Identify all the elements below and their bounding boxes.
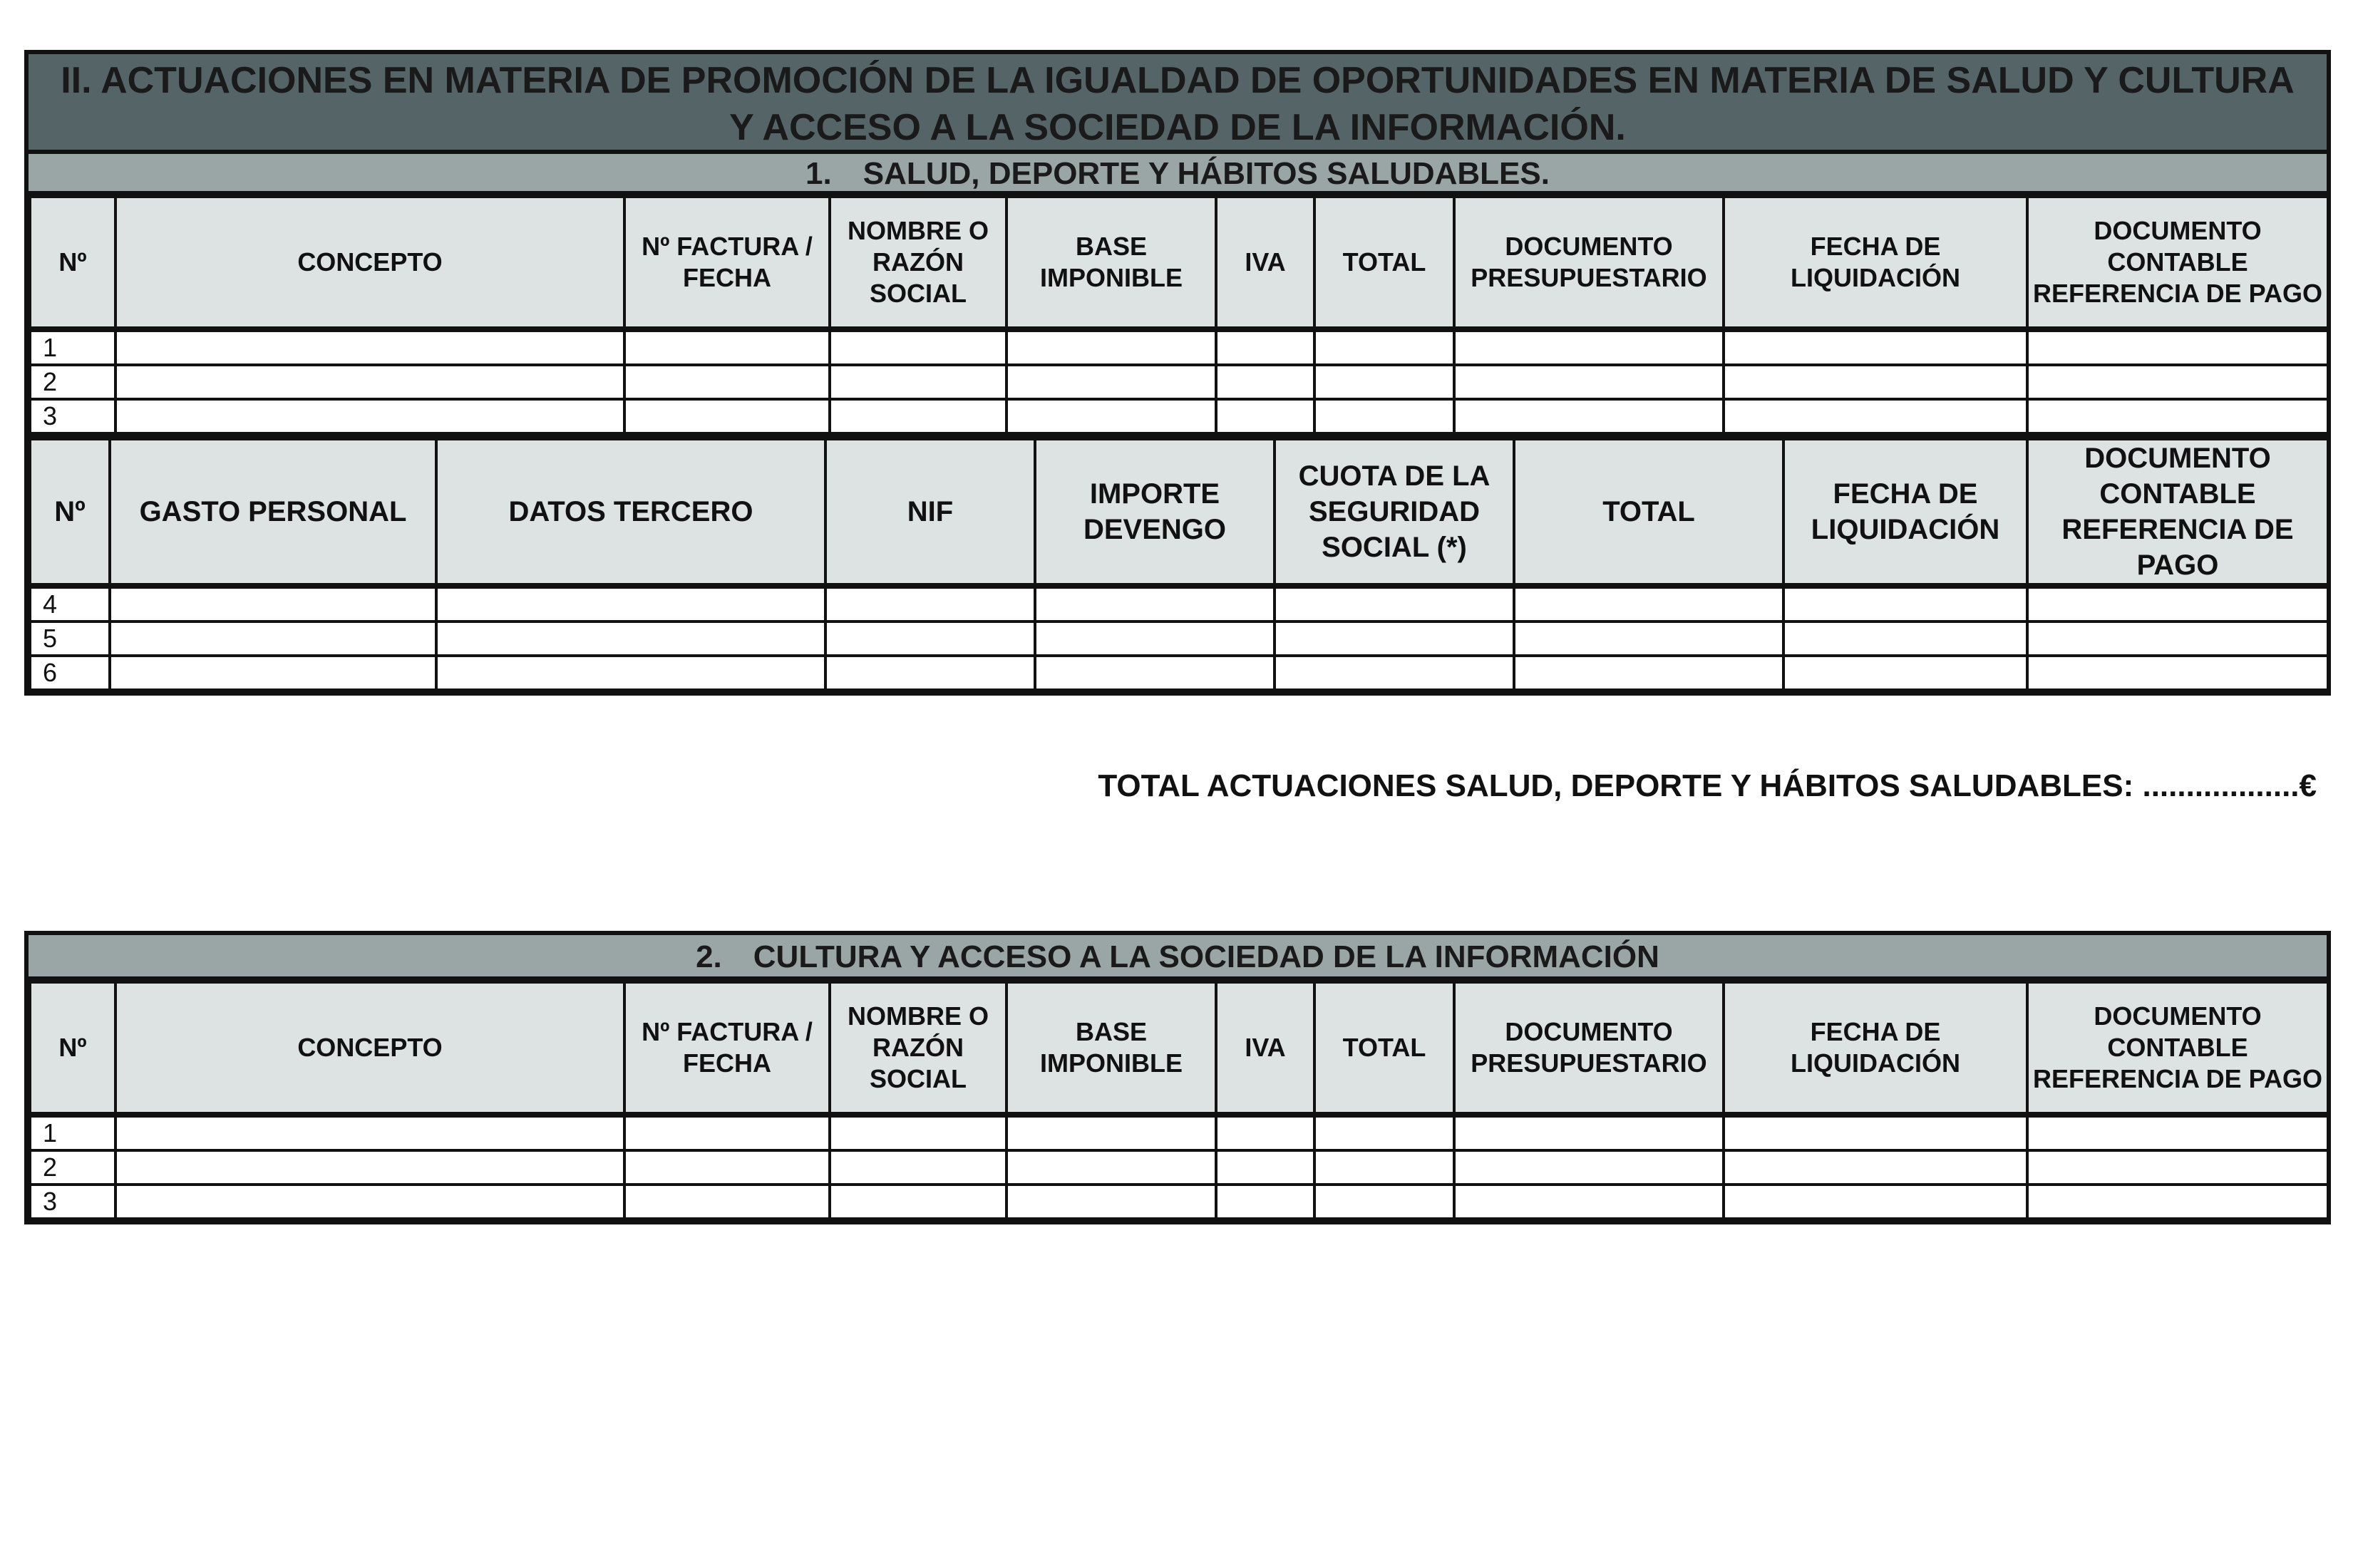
- cell-gasto[interactable]: [110, 586, 436, 621]
- table-row: [30, 329, 2328, 365]
- cell-cuota[interactable]: [1275, 621, 1514, 656]
- table-row: [30, 621, 2328, 656]
- header-doc-presupuestario: DOCUMENTO PRESUPUESTARIO: [1454, 197, 1724, 329]
- cell-total[interactable]: [1314, 1185, 1454, 1219]
- cell-factura[interactable]: [624, 1185, 830, 1219]
- cell-base[interactable]: [1006, 1115, 1216, 1150]
- cell-iva[interactable]: [1216, 1150, 1314, 1185]
- header-iva: IVA: [1216, 982, 1314, 1115]
- cell-fecha[interactable]: [1724, 1185, 2027, 1219]
- cell-total[interactable]: [1514, 586, 1783, 621]
- row-number: 5: [30, 621, 110, 656]
- header-gasto-personal: GASTO PERSONAL: [110, 438, 436, 586]
- header-cuota-seguridad-social: CUOTA DE LA SEGURIDAD SOCIAL (*): [1275, 438, 1514, 586]
- header-fecha-liquidacion: FECHA DE LIQUIDACIÓN: [1724, 982, 2027, 1115]
- table-row: [30, 365, 2328, 399]
- section-1-personnel-table: [29, 435, 2329, 691]
- row-number: 6: [30, 656, 110, 690]
- row-number: 4: [30, 586, 110, 621]
- cell-doc-contable[interactable]: [2027, 399, 2328, 433]
- table-row: [30, 1185, 2328, 1219]
- table-row: [30, 1150, 2328, 1185]
- cell-base[interactable]: [1006, 1185, 1216, 1219]
- header-base-imponible: BASE IMPONIBLE: [1006, 197, 1216, 329]
- cell-nif[interactable]: [825, 656, 1035, 690]
- section-2-number: 2.: [696, 939, 722, 974]
- section-1-total-line: TOTAL ACTUACIONES SALUD, DEPORTE Y HÁBITOS SALUDABLES: ..................€: [1098, 768, 2317, 803]
- header-fecha-liquidacion: FECHA DE LIQUIDACIÓN: [1783, 438, 2027, 586]
- cell-importe[interactable]: [1035, 621, 1275, 656]
- cell-doc-contable[interactable]: [2027, 1150, 2328, 1185]
- cell-doc-presupuestario[interactable]: [1454, 1185, 1724, 1219]
- cell-razon[interactable]: [830, 399, 1006, 433]
- cell-iva[interactable]: [1216, 399, 1314, 433]
- cell-tercero[interactable]: [436, 656, 825, 690]
- table-row: [30, 586, 2328, 621]
- header-doc-contable: DOCUMENTO CONTABLE REFERENCIA DE PAGO: [2027, 438, 2328, 586]
- cell-importe[interactable]: [1035, 586, 1275, 621]
- section-2-title-text: CULTURA Y ACCESO A LA SOCIEDAD DE LA INFORMACIÓN: [753, 939, 1659, 974]
- cell-razon[interactable]: [830, 329, 1006, 365]
- cell-nif[interactable]: [825, 621, 1035, 656]
- cell-iva[interactable]: [1216, 365, 1314, 399]
- header-doc-contable: DOCUMENTO CONTABLE REFERENCIA DE PAGO: [2027, 982, 2328, 1115]
- cell-total[interactable]: [1314, 1150, 1454, 1185]
- cell-factura[interactable]: [624, 329, 830, 365]
- cell-concepto[interactable]: [115, 399, 624, 433]
- cell-iva[interactable]: [1216, 1115, 1314, 1150]
- cell-total[interactable]: [1514, 656, 1783, 690]
- main-title: II. ACTUACIONES EN MATERIA DE PROMOCIÓN DE LA IGUALDAD DE OPORTUNIDADES EN MATERIA DE SALUD Y CULTURA Y ACCESO A LA SOCIEDAD DE LA INFORMACIÓN.: [29, 54, 2327, 154]
- cell-fecha[interactable]: [1724, 399, 2027, 433]
- section-1-invoices-table: [29, 195, 2329, 435]
- cell-cuota[interactable]: [1275, 656, 1514, 690]
- header-fecha-liquidacion: FECHA DE LIQUIDACIÓN: [1724, 197, 2027, 329]
- cell-base[interactable]: [1006, 399, 1216, 433]
- cell-gasto[interactable]: [110, 621, 436, 656]
- header-razon-social: NOMBRE O RAZÓN SOCIAL: [830, 197, 1006, 329]
- header-num: Nº: [30, 982, 115, 1115]
- row-number: 1: [30, 329, 115, 365]
- cell-doc-contable[interactable]: [2027, 586, 2328, 621]
- header-nif: NIF: [825, 438, 1035, 586]
- header-num: Nº: [30, 197, 115, 329]
- header-num: Nº: [30, 438, 110, 586]
- cell-total[interactable]: [1314, 365, 1454, 399]
- cell-factura[interactable]: [624, 1150, 830, 1185]
- cell-concepto[interactable]: [115, 1115, 624, 1150]
- cell-factura[interactable]: [624, 1115, 830, 1150]
- row-number: 3: [30, 1185, 115, 1219]
- table-row: [30, 399, 2328, 433]
- cell-razon[interactable]: [830, 1115, 1006, 1150]
- cell-base[interactable]: [1006, 329, 1216, 365]
- cell-doc-contable[interactable]: [2027, 329, 2328, 365]
- cell-base[interactable]: [1006, 365, 1216, 399]
- cell-tercero[interactable]: [436, 586, 825, 621]
- cell-doc-presupuestario[interactable]: [1454, 399, 1724, 433]
- section-2-invoices-table: [29, 981, 2329, 1220]
- cell-fecha[interactable]: [1783, 621, 2027, 656]
- cell-nif[interactable]: [825, 586, 1035, 621]
- cell-concepto[interactable]: [115, 1185, 624, 1219]
- table-row: [30, 656, 2328, 690]
- cell-iva[interactable]: [1216, 1185, 1314, 1219]
- cell-base[interactable]: [1006, 1150, 1216, 1185]
- cell-total[interactable]: [1314, 329, 1454, 365]
- row-number: 2: [30, 365, 115, 399]
- row-number: 2: [30, 1150, 115, 1185]
- header-total: TOTAL: [1314, 197, 1454, 329]
- cell-importe[interactable]: [1035, 656, 1275, 690]
- header-concepto: CONCEPTO: [115, 197, 624, 329]
- cell-razon[interactable]: [830, 1150, 1006, 1185]
- cell-doc-contable[interactable]: [2027, 1185, 2328, 1219]
- cell-doc-presupuestario[interactable]: [1454, 329, 1724, 365]
- cell-factura[interactable]: [624, 365, 830, 399]
- cell-razon[interactable]: [830, 365, 1006, 399]
- cell-total[interactable]: [1514, 621, 1783, 656]
- section-2-title: [29, 935, 2327, 981]
- cell-fecha[interactable]: [1783, 656, 2027, 690]
- table-row: [30, 1115, 2328, 1150]
- cell-doc-contable[interactable]: [2027, 656, 2328, 690]
- section-1-title: [29, 154, 2327, 195]
- header-total: TOTAL: [1314, 982, 1454, 1115]
- cell-fecha[interactable]: [1724, 1150, 2027, 1185]
- cell-razon[interactable]: [830, 1185, 1006, 1219]
- section-1-number: 1.: [805, 156, 832, 191]
- cell-cuota[interactable]: [1275, 586, 1514, 621]
- header-importe-devengo: IMPORTE DEVENGO: [1035, 438, 1275, 586]
- cell-concepto[interactable]: [115, 329, 624, 365]
- cell-doc-contable[interactable]: [2027, 621, 2328, 656]
- header-iva: IVA: [1216, 197, 1314, 329]
- cell-total[interactable]: [1314, 399, 1454, 433]
- cell-doc-presupuestario[interactable]: [1454, 1115, 1724, 1150]
- cell-fecha[interactable]: [1724, 365, 2027, 399]
- row-number: 3: [30, 399, 115, 433]
- section-2-block: [24, 931, 2331, 1224]
- cell-iva[interactable]: [1216, 329, 1314, 365]
- section-1-block: [24, 50, 2331, 696]
- header-factura-fecha: Nº FACTURA / FECHA: [624, 982, 830, 1115]
- cell-total[interactable]: [1314, 1115, 1454, 1150]
- cell-fecha[interactable]: [1724, 1115, 2027, 1150]
- header-base-imponible: BASE IMPONIBLE: [1006, 982, 1216, 1115]
- cell-doc-presupuestario[interactable]: [1454, 365, 1724, 399]
- header-razon-social: NOMBRE O RAZÓN SOCIAL: [830, 982, 1006, 1115]
- header-doc-contable: DOCUMENTO CONTABLE REFERENCIA DE PAGO: [2027, 197, 2328, 329]
- cell-doc-contable[interactable]: [2027, 365, 2328, 399]
- cell-concepto[interactable]: [115, 1150, 624, 1185]
- cell-factura[interactable]: [624, 399, 830, 433]
- header-datos-tercero: DATOS TERCERO: [436, 438, 825, 586]
- cell-fecha[interactable]: [1724, 329, 2027, 365]
- row-number: 1: [30, 1115, 115, 1150]
- header-concepto: CONCEPTO: [115, 982, 624, 1115]
- cell-gasto[interactable]: [110, 656, 436, 690]
- header-doc-presupuestario: DOCUMENTO PRESUPUESTARIO: [1454, 982, 1724, 1115]
- cell-doc-presupuestario[interactable]: [1454, 1150, 1724, 1185]
- cell-tercero[interactable]: [436, 621, 825, 656]
- header-total: TOTAL: [1514, 438, 1783, 586]
- header-factura-fecha: Nº FACTURA / FECHA: [624, 197, 830, 329]
- cell-fecha[interactable]: [1783, 586, 2027, 621]
- section-1-title-text: SALUD, DEPORTE Y HÁBITOS SALUDABLES.: [863, 156, 1550, 191]
- cell-doc-contable[interactable]: [2027, 1115, 2328, 1150]
- cell-concepto[interactable]: [115, 365, 624, 399]
